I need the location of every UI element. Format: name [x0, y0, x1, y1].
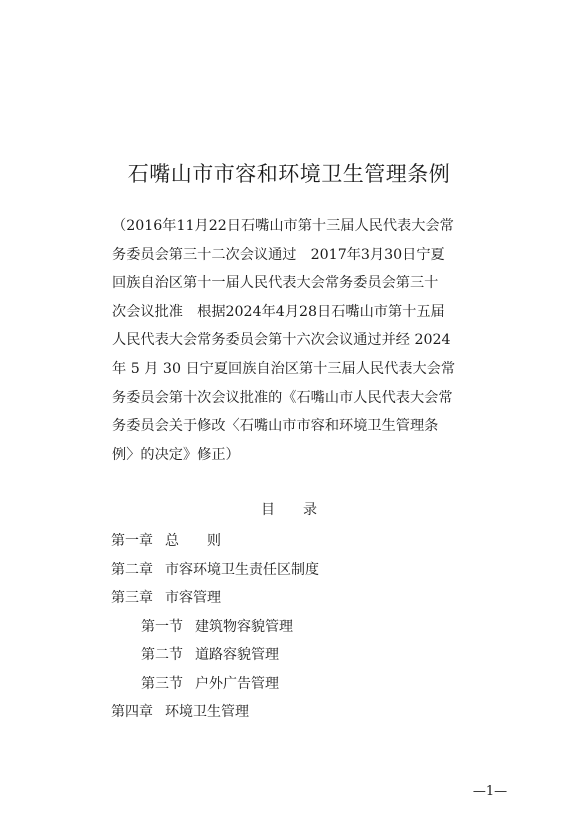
- toc-section-3-3: [111, 670, 471, 699]
- toc-item-title: 市容管理: [165, 590, 221, 606]
- toc-chapter-1: [111, 527, 471, 556]
- toc-item-number: 第一节: [141, 618, 183, 635]
- toc-item-title: 市容环境卫生责任区制度: [165, 561, 319, 578]
- toc-item-number: 第三节: [141, 675, 183, 692]
- preamble-line: 例〉的决定》修正）: [112, 446, 240, 463]
- toc-item-number: 第三章: [111, 590, 153, 606]
- toc-chapter-4: [111, 698, 471, 727]
- toc-item-title: 建筑物容貌管理: [195, 618, 293, 635]
- toc-item-title: 环境卫生管理: [165, 704, 249, 720]
- toc-item-title: 总 则: [165, 533, 221, 549]
- toc-heading-char: 录: [303, 502, 317, 518]
- toc-item-title: 户外广告管理: [195, 675, 279, 692]
- preamble-line: 务委员会第十次会议批准的《石嘴山市人民代表大会常: [112, 389, 453, 406]
- page-number: —1—: [472, 784, 508, 799]
- toc-heading: [0, 499, 578, 519]
- toc-item-number: 第四章: [111, 704, 153, 720]
- table-of-contents: [111, 527, 471, 727]
- preamble-line: 回族自治区第十一届人民代表大会常务委员会第三十: [112, 275, 439, 292]
- preamble: [112, 212, 472, 469]
- preamble-line: （2016年11月22日石嘴山市第十三届人民代表大会常: [112, 218, 454, 234]
- toc-item-number: 第二章: [111, 561, 153, 578]
- preamble-line: 次会议批准 根据2024年4月28日石嘴山市第十五届: [112, 303, 445, 320]
- toc-chapter-3: [111, 584, 471, 613]
- preamble-line: 务委员会第三十二次会议通过 2017年3月30日宁夏: [112, 246, 445, 263]
- preamble-line: 务委员会关于修改〈石嘴山市市容和环境卫生管理条: [112, 418, 439, 435]
- preamble-line: 年 5 月 30 日宁夏回族自治区第十三届人民代表大会常: [112, 360, 456, 377]
- toc-chapter-2: [111, 556, 471, 585]
- toc-section-3-2: [111, 641, 471, 670]
- document-title: 石嘴山市市容和环境卫生管理条例: [127, 162, 451, 186]
- toc-item-number: 第一章: [111, 533, 153, 549]
- toc-heading-char: 目: [261, 502, 275, 518]
- toc-item-number: 第二节: [141, 647, 183, 663]
- toc-section-3-1: [111, 613, 471, 642]
- preamble-line: 人民代表大会常务委员会第十六次会议通过并经 2024: [112, 332, 451, 349]
- toc-item-title: 道路容貌管理: [195, 647, 279, 663]
